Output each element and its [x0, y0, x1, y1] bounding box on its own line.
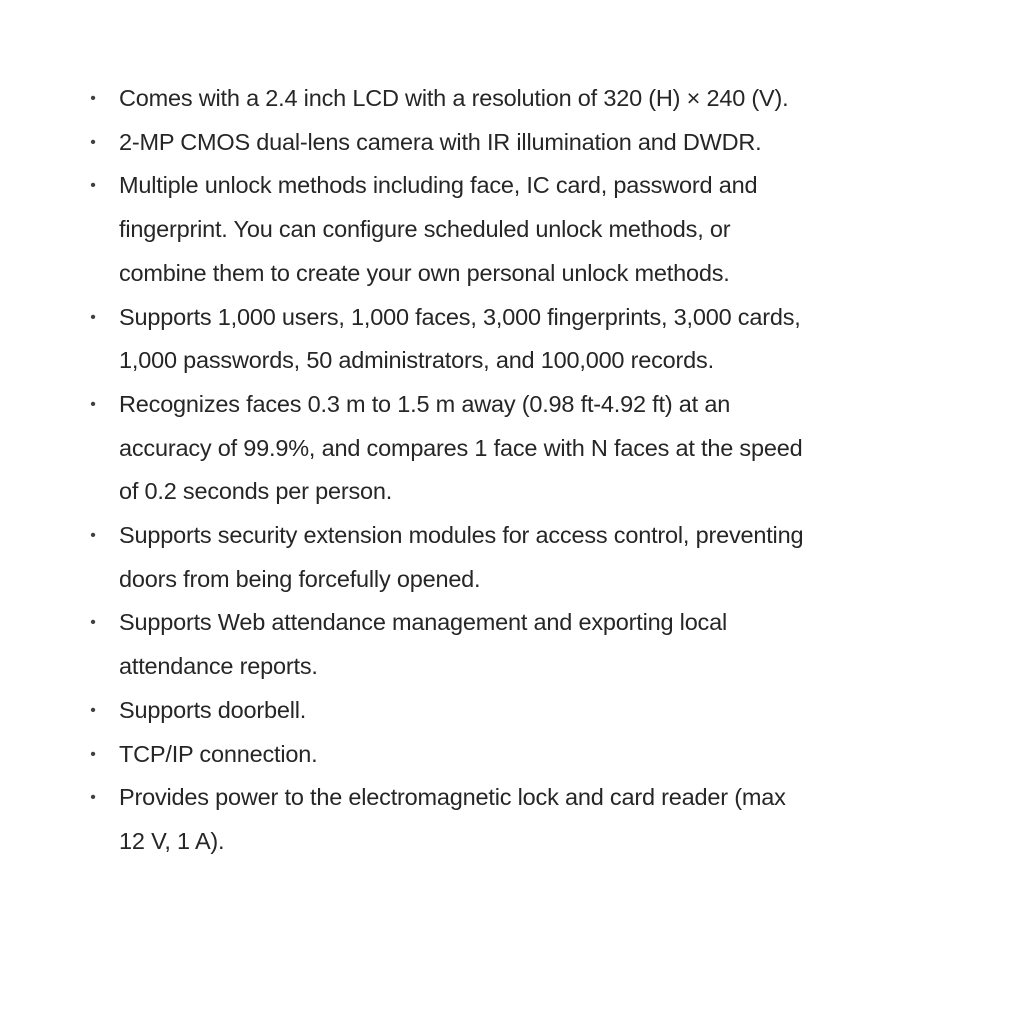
feature-line: fingerprint. You can configure scheduled unlock methods, or [119, 216, 731, 243]
feature-line: Supports Web attendance management and exporting local [119, 609, 728, 636]
feature-item-power [88, 776, 908, 863]
feature-line: Supports doorbell. [119, 696, 307, 723]
bullet-icon: • [90, 701, 96, 719]
feature-line: 12 V, 1 A). [119, 827, 225, 854]
bullet-icon: • [90, 789, 96, 807]
feature-item-tcpip [88, 733, 908, 777]
feature-line: combine them to create your own personal unlock methods. [119, 259, 730, 286]
feature-line: Recognizes faces 0.3 m to 1.5 m away (0.98 ft-4.92 ft) at an [119, 390, 731, 417]
bullet-icon: • [90, 177, 96, 195]
feature-item-face-recognition [88, 383, 908, 514]
feature-item-attendance [88, 601, 908, 688]
feature-item-doorbell [88, 689, 908, 733]
feature-line: Comes with a 2.4 inch LCD with a resolution of 320 (H) × 240 (V). [119, 85, 789, 111]
feature-line: TCP/IP connection. [119, 740, 318, 767]
feature-item-lcd [88, 77, 908, 121]
bullet-icon: • [90, 308, 96, 326]
feature-line: accuracy of 99.9%, and compares 1 face with N faces at the speed [119, 434, 803, 461]
feature-line: doors from being forcefully opened. [119, 565, 481, 592]
bullet-icon: • [90, 133, 96, 151]
feature-line: 2-MP CMOS dual-lens camera with IR illumination and DWDR. [119, 128, 762, 155]
feature-item-camera [88, 121, 908, 165]
feature-line: Provides power to the electromagnetic lock and card reader (max [119, 784, 786, 811]
feature-line: attendance reports. [119, 653, 318, 680]
feature-line: Supports security extension modules for access control, preventing [119, 522, 804, 549]
feature-item-capacity [88, 296, 908, 383]
bullet-icon: • [90, 527, 96, 545]
feature-line: of 0.2 seconds per person. [119, 478, 393, 505]
feature-list [88, 77, 908, 864]
bullet-icon: • [90, 90, 96, 107]
feature-line: Multiple unlock methods including face, IC card, password and [119, 172, 758, 199]
feature-item-unlock-methods [88, 164, 908, 295]
bullet-icon: • [90, 614, 96, 632]
feature-item-security-modules [88, 514, 908, 601]
feature-line: 1,000 passwords, 50 administrators, and 100,000 records. [119, 347, 714, 374]
bullet-icon: • [90, 395, 96, 413]
feature-line: Supports 1,000 users, 1,000 faces, 3,000 fingerprints, 3,000 cards, [119, 303, 801, 330]
bullet-icon: • [90, 745, 96, 763]
